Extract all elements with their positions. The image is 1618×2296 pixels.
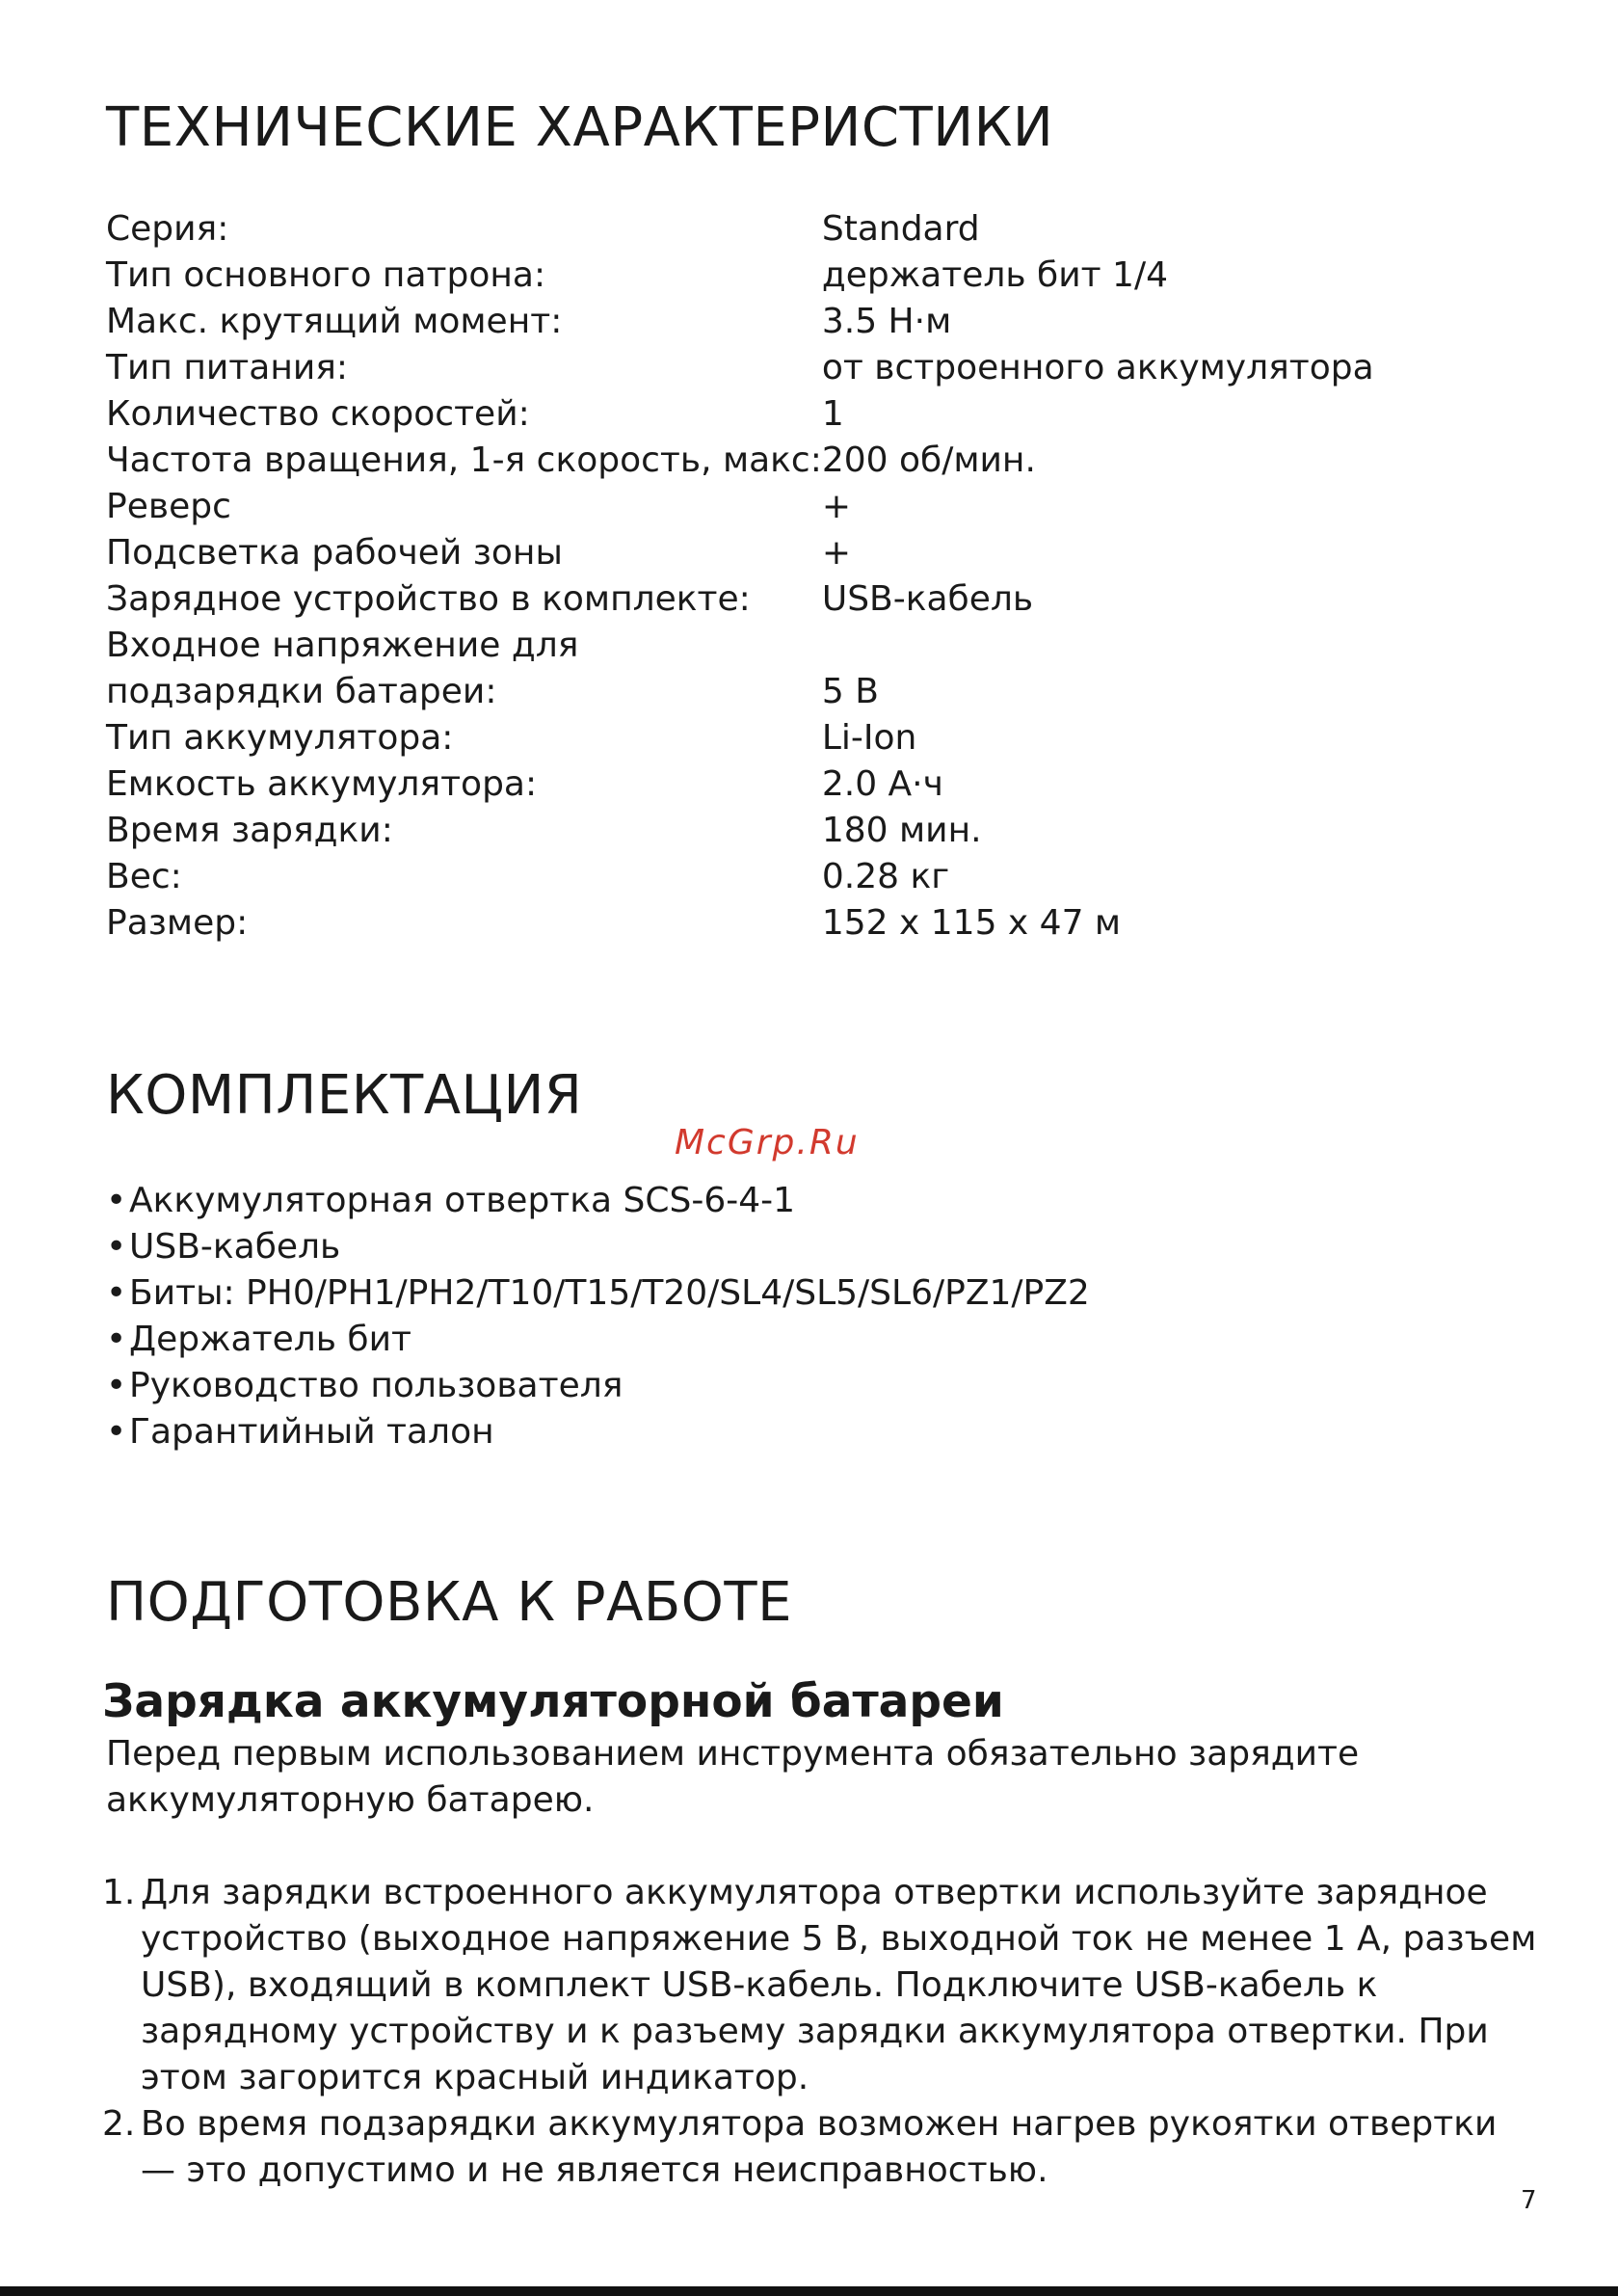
prep-section-title: ПОДГОТОВКА К РАБОТЕ — [106, 1571, 792, 1634]
page-number: 7 — [1521, 2186, 1537, 2215]
step-number: 2. — [102, 2104, 136, 2144]
spec-label: Реверс — [106, 487, 231, 526]
spec-row — [106, 669, 1374, 715]
spec-label: Тип аккумулятора: — [106, 718, 454, 758]
kit-item-text: Аккумуляторная отвертка SCS-6-4-1 — [129, 1181, 796, 1220]
kit-item-text: USB-кабель — [129, 1227, 341, 1267]
list-item — [102, 2101, 1542, 2194]
charging-intro: Перед первым использованием инструмента обязательно зарядите аккумуляторную батарею. — [106, 1734, 1360, 1820]
spec-label: Зарядное устройство в комплекте: — [106, 579, 751, 619]
spec-row — [106, 206, 1374, 253]
watermark: McGrp.Ru — [675, 1123, 860, 1162]
spec-label: Размер: — [106, 903, 249, 943]
spec-row — [106, 900, 1374, 947]
spec-value: Li-Ion — [821, 718, 917, 758]
step-text: Для зарядки встроенного аккумулятора отвертки используйте зарядное устройство (выходное напряжение 5 В, выходной ток не менее 1 А, разъем USB), входящий в комплект USB-кабель. Подключите USB-кабель к зарядному устройству и к разъему зарядки аккумулятора отвертки. При этом загорится красный индикатор. — [141, 1873, 1537, 2097]
list-item — [106, 1409, 1090, 1455]
spec-row — [106, 299, 1374, 345]
spec-value: 1 — [821, 394, 844, 434]
spec-label: Макс. крутящий момент: — [106, 302, 563, 341]
spec-value: Standard — [821, 209, 980, 249]
spec-value: 0.28 кг — [821, 857, 950, 896]
list-item — [106, 1178, 1090, 1224]
list-item — [102, 1870, 1542, 2101]
bottom-rule — [0, 2286, 1618, 2296]
spec-row — [106, 623, 1374, 669]
spec-label: Тип питания: — [106, 348, 349, 387]
spec-value: 152 х 115 х 47 м — [821, 903, 1122, 943]
spec-value: 180 мин. — [821, 811, 982, 850]
step-number: 1. — [102, 1873, 136, 1912]
spec-label: подзарядки батареи: — [106, 672, 497, 711]
spec-label: Вес: — [106, 857, 182, 896]
spec-value: 5 В — [821, 672, 879, 711]
spec-row — [106, 438, 1374, 484]
spec-row — [106, 576, 1374, 623]
spec-label: Серия: — [106, 209, 229, 249]
spec-row — [106, 391, 1374, 438]
spec-row — [106, 715, 1374, 761]
bullet: • — [106, 1412, 127, 1452]
spec-label: Время зарядки: — [106, 811, 393, 850]
spec-label: Количество скоростей: — [106, 394, 530, 434]
kit-list — [106, 1178, 1090, 1455]
bullet: • — [106, 1366, 127, 1405]
list-item — [106, 1270, 1090, 1317]
spec-value — [822, 623, 1374, 669]
charging-heading: Зарядка аккумуляторной батареи — [102, 1675, 1004, 1728]
spec-row — [106, 530, 1374, 576]
spec-label: Подсветка рабочей зоны — [106, 533, 563, 573]
kit-item-text: Биты: PH0/PH1/PH2/T10/T15/T20/SL4/SL5/SL6/PZ1/PZ2 — [129, 1273, 1090, 1313]
kit-section-title: КОМПЛЕКТАЦИЯ — [106, 1064, 583, 1127]
spec-label: Емкость аккумулятора: — [106, 764, 538, 804]
spec-value: USB-кабель — [821, 579, 1034, 619]
kit-item-text: Гарантийный талон — [129, 1412, 494, 1452]
spec-label: Частота вращения, 1-я скорость, макс: — [106, 441, 822, 480]
spec-row — [106, 484, 1374, 530]
list-item — [106, 1363, 1090, 1409]
spec-row — [106, 253, 1374, 299]
spec-value: + — [821, 533, 852, 573]
spec-row — [106, 854, 1374, 900]
charging-steps — [102, 1870, 1542, 2194]
kit-item-text: Держатель бит — [129, 1320, 411, 1359]
spec-value: 200 об/мин. — [821, 441, 1036, 480]
bullet: • — [106, 1320, 127, 1359]
kit-item-text: Руководство пользователя — [129, 1366, 623, 1405]
bullet: • — [106, 1181, 127, 1220]
step-text: Во время подзарядки аккумулятора возможен нагрев рукоятки отвертки — это допустимо и не является неисправностью. — [141, 2104, 1498, 2190]
bullet: • — [106, 1227, 127, 1267]
specs-table — [106, 206, 1374, 947]
spec-value: + — [821, 487, 852, 526]
bullet: • — [106, 1273, 127, 1313]
spec-row — [106, 345, 1374, 391]
list-item — [106, 1317, 1090, 1363]
specs-section-title: ТЕХНИЧЕСКИЕ ХАРАКТЕРИСТИКИ — [106, 96, 1054, 159]
spec-value: 3.5 Н·м — [821, 302, 952, 341]
spec-value: от встроенного аккумулятора — [821, 348, 1374, 387]
spec-value: 2.0 А·ч — [821, 764, 943, 804]
spec-value: держатель бит 1/4 — [821, 255, 1168, 295]
list-item — [106, 1224, 1090, 1270]
spec-label: Тип основного патрона: — [106, 255, 546, 295]
spec-row — [106, 761, 1374, 808]
spec-row — [106, 808, 1374, 854]
spec-label: Входное напряжение для — [106, 626, 579, 665]
